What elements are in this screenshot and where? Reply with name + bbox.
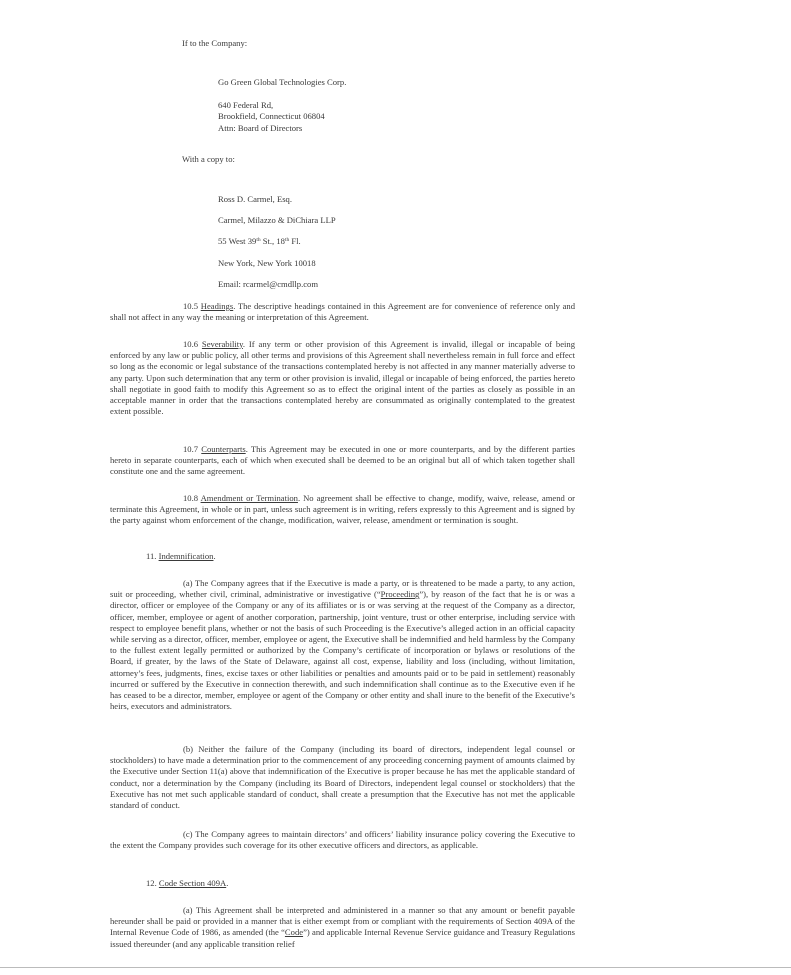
section-10-6-heading: Severability (201, 339, 243, 349)
section-10-5-heading: Headings (200, 301, 234, 311)
section-11-a-paragraph: (a) The Company agrees that if the Executive is made a party, or is threatened to be made a party, to any action, suit or proceeding, whether civil, criminal, administrative or investigative (“Proceeding”), by reason of the fact that he is or was a director, officer or employee of the Company or any of its affiliates or is or was serving at the request of the Company as a director, officer, member, employee or agent of another corporation, partnership, joint venture, trust or other enterprise, including service with respect to employee benefit plans, whether or not the basis of such Proceeding is the Executive’s alleged action in an official capacity while serving as a director, officer, member, employee or agent, the Executive shall be indemnified and held harmless by the Company to the fullest extent legally permitted or authorized by the Company’s certificate of incorporation or bylaws or resolutions of the Board, if greater, by the laws of the State of Delaware, against all cost, expense, liability and loss (including, without limitation, attorney’s fees, judgments, fines, excise taxes or other liabilities or penalties and amounts paid or to be paid in settlement) reasonably incurred or suffered by the Executive in connection therewith, and such indemnification shall continue as to the Executive even if he has ceased to be a director, member, employee or agent of the Company or other entity and shall inure to the benefit of the Executive’s heirs, executors and administrators. (110, 578, 575, 712)
section-11-c-paragraph: (c) The Company agrees to maintain directors’ and officers’ liability insurance policy covering the Executive to the extent the Company provides such coverage for its other executive officers and directors, as applicable. (110, 829, 575, 851)
copy-email: Email: rcarmel@cmdllp.com (218, 278, 319, 289)
section-12-title: 12. Code Section 409A. (146, 878, 229, 888)
company-street: 640 Federal Rd, (218, 100, 274, 111)
section-10-7-paragraph: 10.7 Counterparts. This Agreement may be executed in one or more counterparts, and by the different parties hereto in separate counterparts, each of which when executed shall be deemed to be an original but all of which taken together shall constitute one and the same agreement. (110, 444, 575, 477)
scan-bottom-edge (0, 967, 791, 968)
section-11-title: 11. Indemnification. (146, 551, 216, 561)
copy-firm: Carmel, Milazzo & DiChiara LLP (218, 215, 336, 226)
company-notice-intro: If to the Company: (182, 38, 248, 48)
company-attn: Attn: Board of Directors (218, 122, 303, 133)
section-10-6-paragraph: 10.6 Severability. If any term or other provision of this Agreement is invalid, illegal or incapable of being enforced by any law or public policy, all other terms and provisions of this Agreement shall nevertheless remain in full force and effect so long as the economic or legal substance of the transactions contemplated hereby is not affected in any manner materially adverse to any party. Upon such determination that any term or other provision is invalid, illegal or incapable of being enforced, the parties hereto shall negotiate in good faith to modify this Agreement so as to effect the original intent of the parties as closely as possible in an acceptable manner in order that the transactions contemplated hereby are consummated as originally contemplated to the greatest extent possible. (110, 339, 575, 417)
section-10-8-heading: Amendment or Termination (200, 493, 298, 503)
section-11-heading: Indemnification (158, 551, 214, 561)
section-10-5-paragraph: 10.5 Headings. The descriptive headings contained in this Agreement are for convenience of reference only and shall not affect in any way the meaning or interpretation of this Agreement. (110, 301, 575, 323)
company-address (218, 77, 346, 134)
section-12-a-paragraph: (a) This Agreement shall be interpreted and administered in a manner so that any amount or benefit payable hereunder shall be paid or provided in a manner that is either exempt from or compliant with the requirements of Section 409A of the Internal Revenue Code of 1986, as amended (the “Code”) and applicable Internal Revenue Service guidance and Treasury Regulations issued thereunder (and any applicable transition relief (110, 905, 575, 949)
section-10-8-paragraph: 10.8 Amendment or Termination. No agreement shall be effective to change, modify, waive, release, amend or terminate this Agreement, in whole or in part, unless such agreement is in writing, refers expressly to this Agreement and is signed by the party against whom enforcement of the change, modification, waiver, release, amendment or termination is sought. (110, 493, 575, 526)
copy-street: 55 West 39th St., 18th Fl. (218, 236, 301, 247)
section-11-b-paragraph: (b) Neither the failure of the Company (including its board of directors, independent legal counsel or stockholders) to have made a determination prior to the commencement of any proceeding concerning payment of amounts claimed by the Executive under Section 11(a) above that indemnification of the Executive is proper because he has met the applicable standard of conduct, nor a determination by the Company (including its Board of Directors, independent legal counsel or stockholders) that the Executive has not met such applicable standard of conduct, shall create a presumption that the Executive has not met the applicable standard of conduct. (110, 744, 575, 811)
proceeding-defined-term: Proceeding (380, 589, 420, 600)
copy-to-intro: With a copy to: (182, 154, 235, 164)
company-city: Brookfield, Connecticut 06804 (218, 111, 325, 122)
copy-address (218, 194, 336, 290)
section-10-7-heading: Counterparts (201, 444, 246, 454)
section-12-heading: Code Section 409A (158, 878, 227, 888)
copy-city: New York, New York 10018 (218, 257, 316, 268)
company-name: Go Green Global Technologies Corp. (218, 77, 347, 87)
code-defined-term: Code (284, 927, 304, 938)
copy-name: Ross D. Carmel, Esq. (218, 194, 292, 204)
